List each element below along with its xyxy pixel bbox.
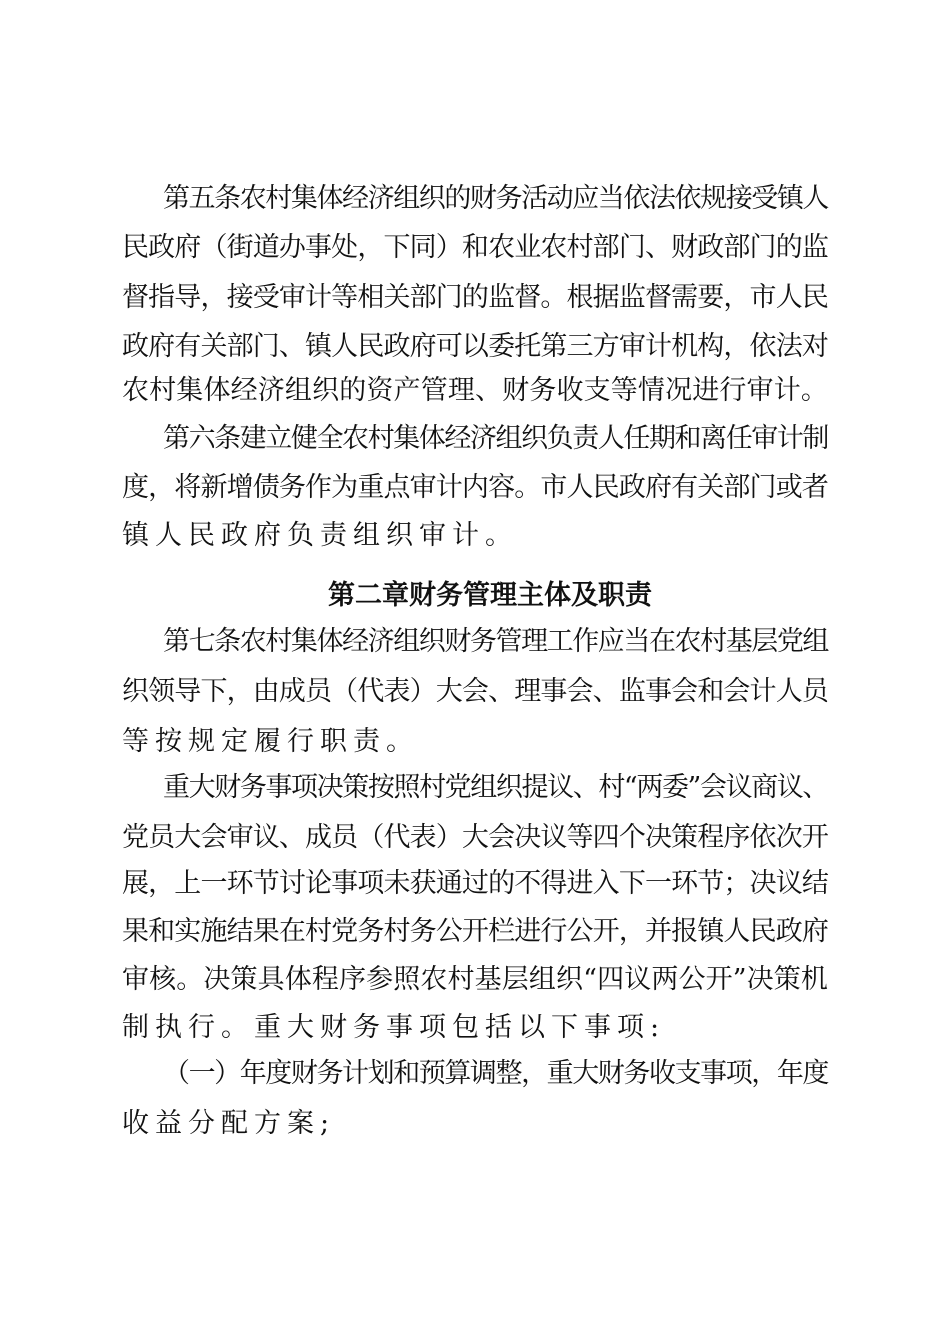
- article-5-line-3: 督指导，接受审计等相关部门的监督。根据监督需要，市人民: [122, 282, 828, 313]
- article-5-line-2: 民政府（街道办事处，下同）和农业农村部门、财政部门的监: [122, 232, 828, 263]
- item-1-line-2: 收益分配方案;: [122, 1108, 336, 1139]
- article-6-line-1: 第六条建立健全农村集体经济组织负责人任期和离任审计制: [163, 423, 828, 454]
- article-7-line-1: 第七条农村集体经济组织财务管理工作应当在农村基层党组: [163, 626, 828, 657]
- article-6-line-2: 度，将新增债务作为重点审计内容。市人民政府有关部门或者: [122, 472, 828, 503]
- article-5-line-4: 政府有关部门、镇人民政府可以委托第三方审计机构，依法对: [122, 331, 828, 362]
- major-matters-line-3: 展，上一环节讨论事项未获通过的不得进入下一环节；决议结: [122, 868, 828, 899]
- article-5-line-5: 农村集体经济组织的资产管理、财务收支等情况进行审计。: [122, 375, 828, 406]
- chapter-2-title: 第二章财务管理主体及职责: [328, 580, 652, 611]
- major-matters-line-1: 重大财务事项决策按照村党组织提议、村“两委”会议商议、: [163, 772, 828, 803]
- article-6-line-3: 镇人民政府负责组织审计。: [122, 520, 518, 551]
- article-5-line-1: 第五条农村集体经济组织的财务活动应当依法依规接受镇人: [163, 183, 828, 214]
- article-7-line-2: 织领导下，由成员（代表）大会、理事会、监事会和会计人员: [122, 676, 828, 707]
- major-matters-line-2: 党员大会审议、成员（代表）大会决议等四个决策程序依次开: [122, 822, 828, 853]
- major-matters-line-5: 审核。决策具体程序参照农村基层组织“四议两公开”决策机: [122, 964, 828, 995]
- major-matters-line-6: 制执行。重大财务事项包括以下事项:: [122, 1012, 666, 1043]
- article-7-line-3: 等按规定履行职责。: [122, 726, 419, 757]
- major-matters-line-4: 果和实施结果在村党务村务公开栏进行公开，并报镇人民政府: [122, 916, 828, 947]
- item-1-line-1: （一）年度财务计划和预算调整，重大财务收支事项，年度: [163, 1058, 828, 1089]
